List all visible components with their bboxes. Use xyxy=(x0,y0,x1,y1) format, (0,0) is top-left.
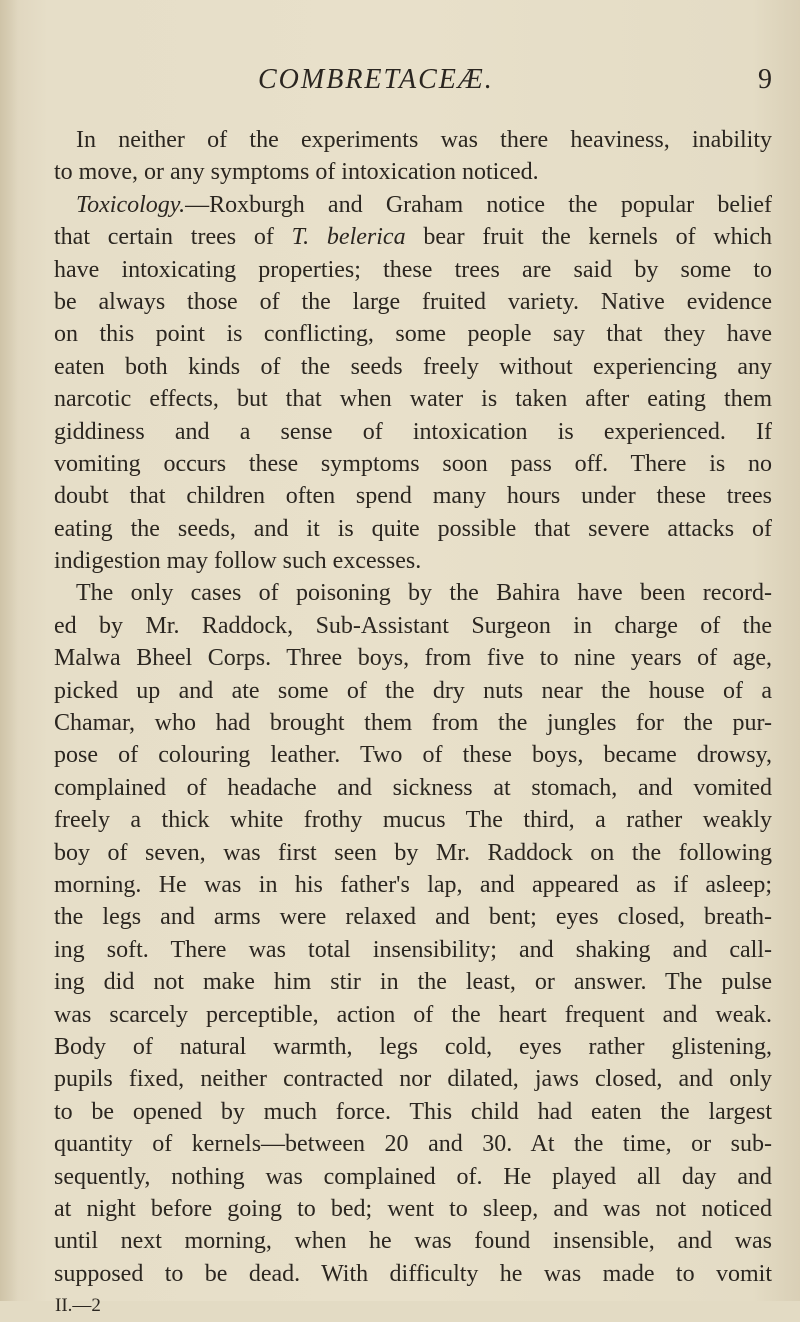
running-head: COMBRETACEÆ. xyxy=(258,64,494,95)
text-line: Chamar, who had brought them from the jungles for the pur- xyxy=(54,710,772,737)
text-line: the legs and arms were relaxed and bent; eyes closed, breath- xyxy=(54,904,772,931)
text-line xyxy=(54,221,772,253)
text-line: In neither of the experiments was there heaviness, inability xyxy=(76,127,772,153)
text-line: ing did not make him stir in the least, or answer. The pulse xyxy=(54,969,772,996)
text-line: pose of colouring leather. Two of these boys, became drowsy, xyxy=(54,742,772,769)
text-run: bear fruit the kernels of which xyxy=(405,224,772,251)
text-line: was scarcely perceptible, action of the heart frequent and weak. xyxy=(54,1001,772,1028)
text-line: pupils fixed, neither contracted nor dilated, jaws closed, and only xyxy=(54,1066,772,1093)
text-line: morning. He was in his father's lap, and appeared as if asleep; xyxy=(54,871,772,898)
text-line: eaten both kinds of the seeds freely without experiencing any xyxy=(54,353,772,380)
text-line: boy of seven, was first seen by Mr. Raddock on the following xyxy=(54,839,772,866)
text-line: on this point is conflicting, some people say that they have xyxy=(54,321,772,348)
species-name: T. belerica xyxy=(291,224,406,251)
text-line: ing soft. There was total insensibility; and shaking and call- xyxy=(54,936,772,963)
body-text xyxy=(54,124,772,1322)
text-line: at night before going to bed; went to sleep, and was not noticed xyxy=(54,1195,772,1222)
page-header xyxy=(258,64,778,104)
text-line: indigestion may follow such excesses. xyxy=(54,548,422,575)
section-label-toxicology: Toxicology. xyxy=(76,191,186,218)
text-line xyxy=(54,189,772,221)
text-line: freely a thick white frothy mucus The third, a rather weakly xyxy=(54,807,772,834)
text-line: be always those of the large fruited variety. Native evidence xyxy=(54,288,772,315)
text-line: supposed to be dead. With difficulty he was made to vomit xyxy=(54,1260,772,1287)
text-line: to be opened by much force. This child had eaten the largest xyxy=(54,1098,772,1125)
text-line: sequently, nothing was complained of. He played all day and xyxy=(54,1163,772,1190)
text-line: Body of natural warmth, legs cold, eyes rather glistening, xyxy=(54,1033,772,1060)
text-line: have intoxicating properties; these trees are said by some to xyxy=(54,256,772,283)
text-line: to move, or any symptoms of intoxication noticed. xyxy=(54,159,539,186)
text-line: quantity of kernels—between 20 and 30. At the time, or sub- xyxy=(54,1131,772,1158)
text-line: narcotic effects, but that when water is taken after eating them xyxy=(54,386,772,413)
text-run: that certain trees of xyxy=(54,224,292,251)
text-line: until next morning, when he was found insensible, and was xyxy=(54,1228,772,1255)
text-line: doubt that children often spend many hours under these trees xyxy=(54,483,772,510)
text-run: —Roxburgh and Graham notice the popular belief xyxy=(185,191,772,218)
signature-mark: II.—2 xyxy=(55,1295,101,1317)
text-line: ed by Mr. Raddock, Sub-Assistant Surgeon in charge of the xyxy=(54,612,772,639)
text-line: complained of headache and sickness at stomach, and vomited xyxy=(54,774,772,801)
text-line: Malwa Bheel Corps. Three boys, from five to nine years of age, xyxy=(54,645,772,672)
text-line: picked up and ate some of the dry nuts near the house of a xyxy=(54,677,772,704)
text-line: eating the seeds, and it is quite possible that severe attacks of xyxy=(54,515,772,542)
text-line: giddiness and a sense of intoxication is experienced. If xyxy=(54,418,772,445)
text-line: The only cases of poisoning by the Bahira have been record- xyxy=(76,580,772,607)
page-number: 9 xyxy=(758,64,772,95)
page-binding-shadow xyxy=(0,0,18,1301)
text-line: vomiting occurs these symptoms soon pass off. There is no xyxy=(54,450,772,477)
